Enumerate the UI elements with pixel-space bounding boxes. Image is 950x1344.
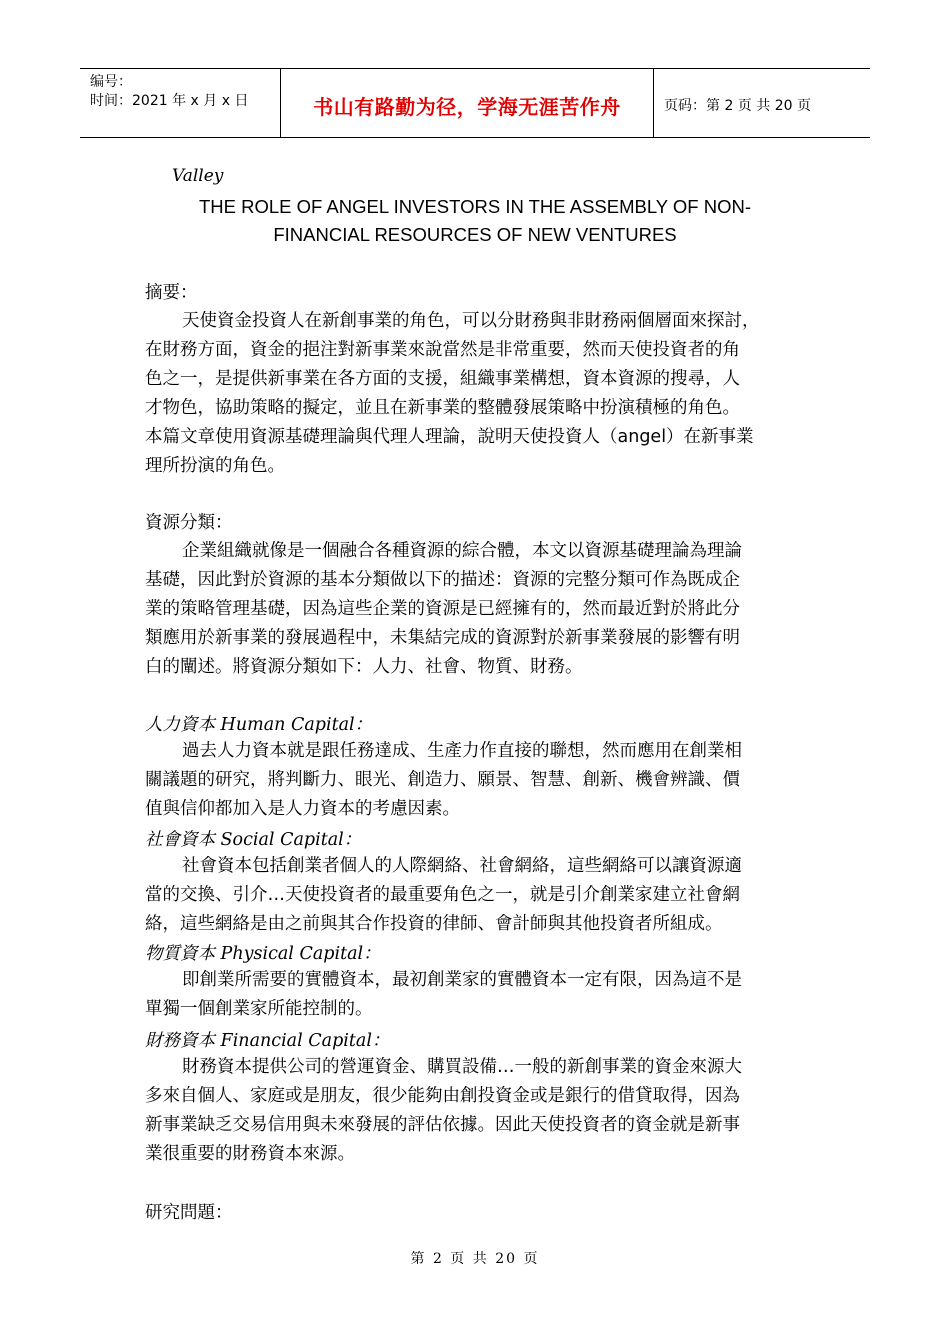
paragraph-line: 絡，這些網絡是由之前與其合作投資的律師、會計師與其他投資者所組成。 — [145, 914, 723, 934]
document-number-label: 编号： — [90, 74, 132, 90]
paragraph-line: 過去人力資本就是跟任務達成、生產力作直接的聯想，然而應用在創業相 — [182, 741, 742, 761]
financial-capital-heading: 財務資本 Financial Capital： — [145, 1031, 390, 1051]
author-tail: Valley — [172, 166, 224, 186]
financial-capital-paragraph — [145, 1053, 805, 1169]
header-page-cell — [654, 69, 870, 137]
paragraph-line: 關議題的研究，將判斷力、眼光、創造力、願景、智慧、創新、機會辨識、價 — [145, 770, 740, 790]
paragraph-line: 值與信仰都加入是人力資本的考慮因素。 — [145, 799, 460, 819]
paragraph-line: 天使資金投資人在新創事業的角色，可以分財務與非財務兩個層面來探討， — [182, 311, 760, 331]
paragraph-line: 基礎，因此對於資源的基本分類做以下的描述：資源的完整分類可作為既成企 — [145, 570, 740, 590]
paragraph-line: 多來自個人、家庭或是朋友，很少能夠由創投資金或是銀行的借貸取得，因為 — [145, 1086, 740, 1106]
paragraph-line: 企業組織就像是一個融合各種資源的綜合體，本文以資源基礎理論為理論 — [182, 541, 742, 561]
human-capital-paragraph — [145, 737, 805, 824]
header-meta-cell — [80, 69, 281, 137]
document-date-label: 时间：2021 年 x 月 x 日 — [90, 93, 249, 109]
paragraph-line: 類應用於新事業的發展過程中，未集結完成的資源對於新事業發展的影響有明 — [145, 628, 740, 648]
classification-paragraph — [145, 537, 805, 682]
physical-capital-paragraph — [145, 966, 805, 1024]
paragraph-line: 業的策略管理基礎，因為這些企業的資源是已經擁有的，然而最近對於將此分 — [145, 599, 740, 619]
classification-heading: 資源分類： — [145, 513, 233, 533]
abstract-heading: 摘要： — [145, 283, 198, 303]
article-title-line-1: THE ROLE OF ANGEL INVESTORS IN THE ASSEMBLY OF NON- — [198, 196, 752, 217]
paragraph-line: 在財務方面，資金的挹注對新事業來說當然是非常重要，然而天使投資者的角 — [145, 340, 740, 360]
social-capital-paragraph — [145, 852, 805, 939]
paragraph-line: 理所扮演的角色。 — [145, 456, 285, 476]
header-motto-cell — [281, 69, 654, 137]
paragraph-line: 新事業缺乏交易信用與未來發展的評估依據。因此天使投資者的資金就是新事 — [145, 1115, 740, 1135]
paragraph-line: 社會資本包括創業者個人的人際網絡、社會網絡，這些網絡可以讓資源適 — [182, 856, 742, 876]
paragraph-line: 色之一，是提供新事業在各方面的支援，組織事業構想，資本資源的搜尋，人 — [145, 369, 740, 389]
page-footer: 第 2 页 共 20 页 — [410, 1251, 540, 1267]
paragraph-line: 才物色，協助策略的擬定，並且在新事業的整體發展策略中扮演積極的角色。 — [145, 398, 740, 418]
document-header — [80, 68, 870, 138]
paragraph-line: 即創業所需要的實體資本，最初創業家的實體資本一定有限，因為這不是 — [182, 970, 742, 990]
paragraph-line: 業很重要的財務資本來源。 — [145, 1144, 355, 1164]
header-motto: 书山有路勤为径，学海无涯苦作舟 — [313, 95, 621, 119]
social-capital-heading: 社會資本 Social Capital： — [145, 830, 362, 850]
paragraph-line: 單獨一個創業家所能控制的。 — [145, 999, 373, 1019]
paragraph-line: 當的交換、引介…天使投資者的最重要角色之一，就是引介創業家建立社會網 — [145, 885, 740, 905]
article-title-line-2: FINANCIAL RESOURCES OF NEW VENTURES — [273, 224, 677, 245]
research-question-heading: 研究問題： — [145, 1203, 233, 1223]
header-page-info: 页码：第 2 页 共 20 页 — [664, 98, 811, 114]
abstract-paragraph — [145, 307, 805, 481]
paragraph-line: 本篇文章使用資源基礎理論與代理人理論，說明天使投資人（angel）在新事業 — [145, 427, 754, 447]
physical-capital-heading: 物質資本 Physical Capital： — [145, 944, 381, 964]
paragraph-line: 白的闡述。將資源分類如下：人力、社會、物質、財務。 — [145, 657, 583, 677]
human-capital-heading: 人力資本 Human Capital： — [145, 715, 373, 735]
paragraph-line: 財務資本提供公司的營運資金、購買設備…一般的新創事業的資金來源大 — [182, 1057, 742, 1077]
